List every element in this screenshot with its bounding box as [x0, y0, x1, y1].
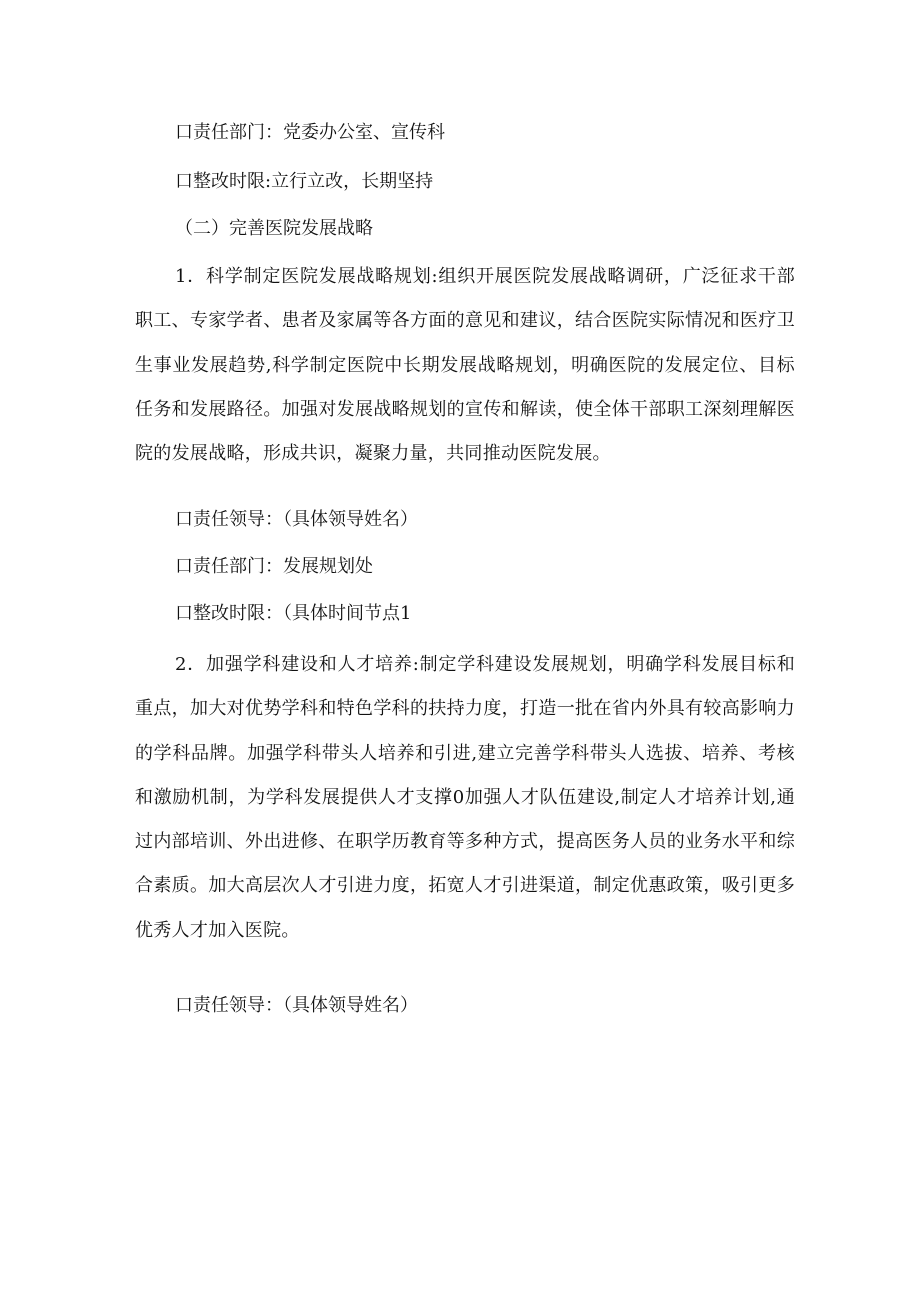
section-heading: （二）完善医院发展战略: [175, 218, 373, 239]
responsible-leader-line: 口责任领导：（具体领导姓名）: [175, 509, 418, 530]
rectification-deadline-line: 口整改时限：（具体时间节点1: [175, 603, 412, 624]
paragraph-strategy-planning: 1．科学制定医院发展战略规划:组织开展医院发展战略调研，广泛征求干部职工、专家学者、患者及家属等各方面的意见和建议，结合医院实际情况和医疗卫生事业发展趋势,科学制定医院中长期发展战略规划，明确医院的发展定位、目标任务和发展路径。加强对发展战略规划的宣传和解读，使全体干部职工深刻理解医院的发展战略，形成共识，凝聚力量，共同推动医院发展。: [135, 266, 795, 465]
responsible-leader-line: 口责任领导：（具体领导姓名）: [175, 995, 418, 1016]
responsible-department-line: 口责任部门：党委办公室、宣传科: [175, 122, 445, 143]
rectification-deadline-line: 口整改时限:立行立改，长期坚持: [175, 171, 434, 192]
paragraph-discipline-talent: 2．加强学科建设和人才培养:制定学科建设发展规划，明确学科发展目标和重点，加大对优势学科和特色学科的扶持力度，打造一批在省内外具有较高影响力的学科品牌。加强学科带头人培养和引进,建立完善学科带头人选拔、培养、考核和激励机制，为学科发展提供人才支撑0加强人才队伍建设,制定人才培养计划,通过内部培训、外出进修、在职学历教育等多种方式，提高医务人员的业务水平和综合素质。加大高层次人才引进力度，拓宽人才引进渠道，制定优惠政策，吸引更多优秀人才加入医院。: [135, 654, 795, 941]
responsible-department-line: 口责任部门：发展规划处: [175, 556, 373, 577]
